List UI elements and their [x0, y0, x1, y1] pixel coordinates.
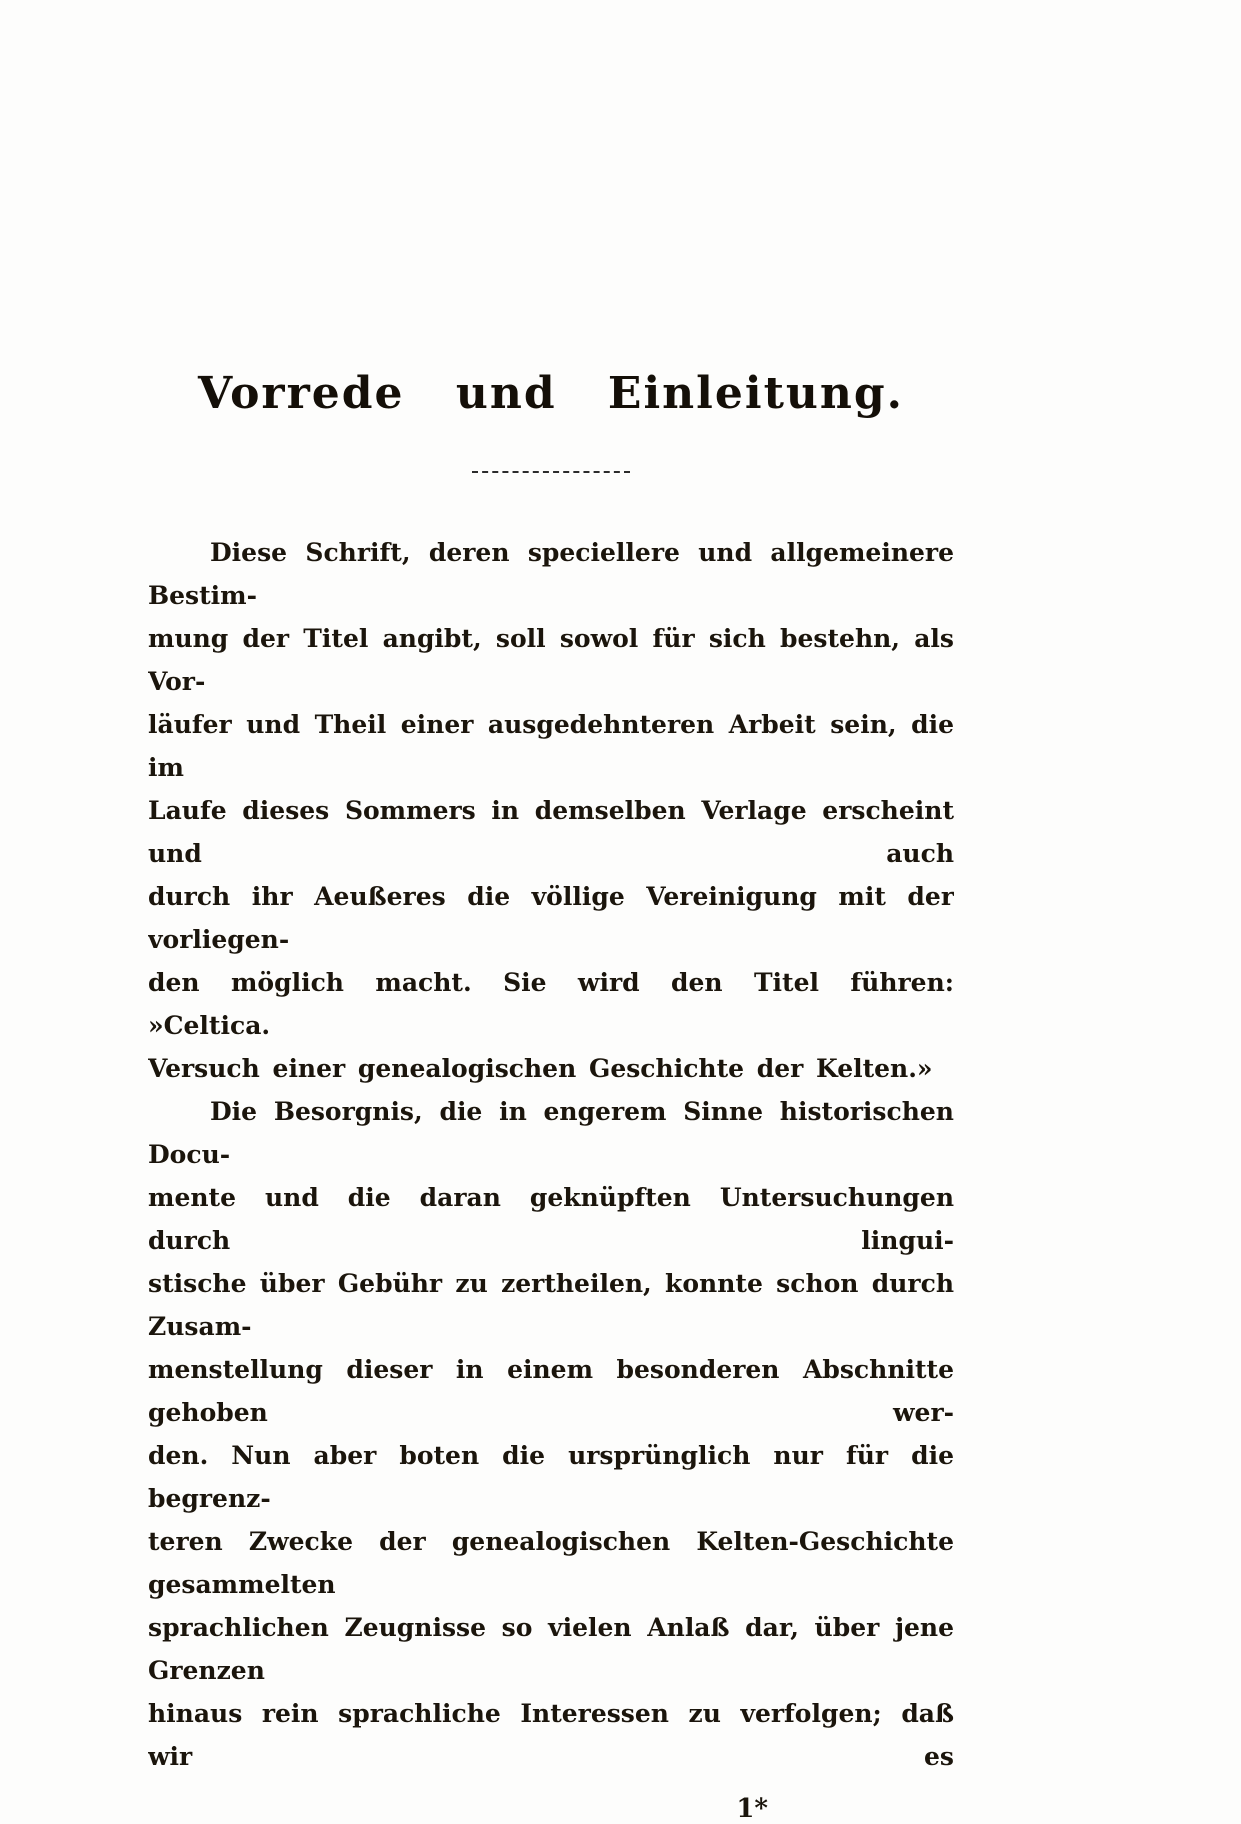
book-page [148, 368, 954, 1824]
text-line: hinaus rein sprachliche Interessen zu verfolgen; daß wir es [148, 1699, 954, 1771]
paragraph-1 [148, 531, 954, 1090]
text-line: teren Zwecke der genealogischen Kelten-Geschichte gesammelten [148, 1527, 954, 1599]
text-line: Versuch einer genealogischen Geschichte der Kelten.» [148, 1054, 933, 1083]
text-line: durch ihr Aeußeres die völlige Vereinigung mit der vorliegen- [148, 882, 954, 954]
title-divider [472, 471, 630, 473]
text-line: den möglich macht. Sie wird den Titel führen: »Celtica. [148, 968, 954, 1040]
text-line: mente und die daran geknüpften Untersuchungen durch lingui- [148, 1183, 954, 1255]
page-title: Vorrede und Einleitung. [197, 368, 904, 419]
text-line: mung der Titel angibt, soll sowol für sich bestehn, als Vor- [148, 624, 954, 696]
paragraph-2 [148, 1090, 954, 1778]
text-line: stische über Gebühr zu zertheilen, konnte schon durch Zusam- [148, 1269, 954, 1341]
text-line: menstellung dieser in einem besonderen Abschnitte gehoben wer- [148, 1355, 954, 1427]
body-text [148, 531, 954, 1778]
text-line: Die Besorgnis, die in engerem Sinne historischen Docu- [148, 1097, 954, 1169]
signature-mark: 1* [736, 1794, 768, 1824]
text-line: Laufe dieses Sommers in demselben Verlage erscheint und auch [148, 796, 954, 868]
text-line: Diese Schrift, deren speciellere und allgemeinere Bestim- [148, 538, 954, 610]
text-line: läufer und Theil einer ausgedehnteren Arbeit sein, die im [148, 710, 954, 782]
text-line: den. Nun aber boten die ursprünglich nur für die begrenz- [148, 1441, 954, 1513]
text-line: sprachlichen Zeugnisse so vielen Anlaß dar, über jene Grenzen [148, 1613, 954, 1685]
